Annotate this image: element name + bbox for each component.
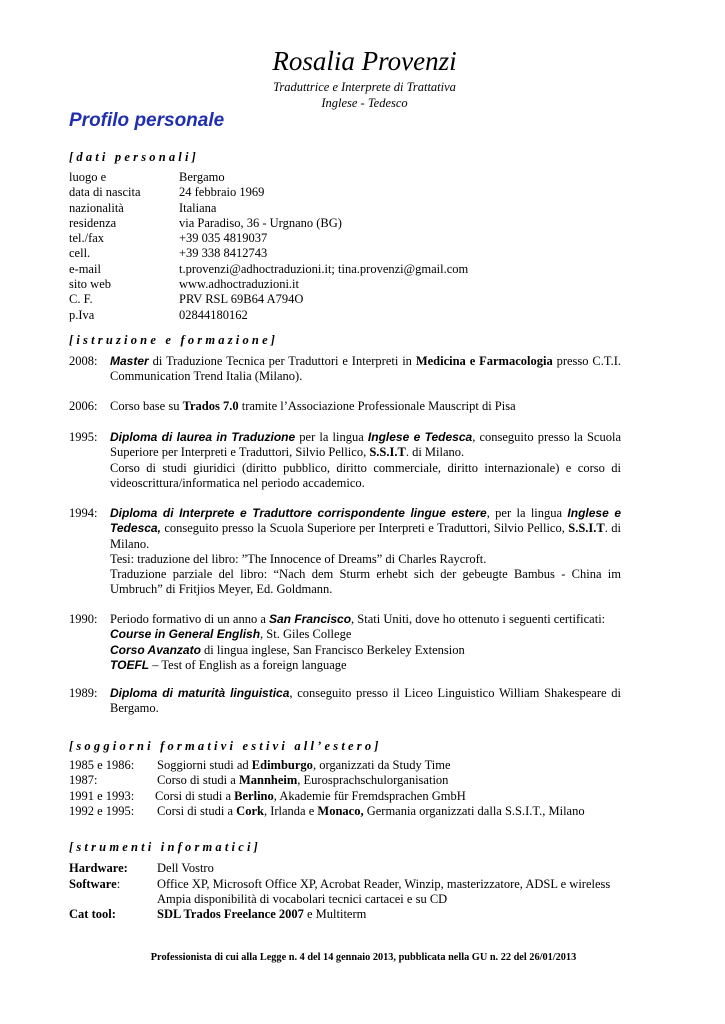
text-run: presso C.T.I. Communication Trend Italia (Milano). — [110, 354, 622, 384]
stay-date: 1991 e 1993: — [69, 789, 135, 803]
education-description — [110, 612, 621, 673]
personal-data-value: via Paradiso, 36 - Urgnano (BG) — [179, 215, 342, 230]
text-run: conseguito presso la Scuola Superiore per Interpreti e Traduttori, Silvio Pellico, — [160, 521, 569, 536]
text-run: , per la lingua — [486, 506, 568, 520]
personal-data-key: C. F. — [69, 292, 93, 307]
education-description — [110, 430, 621, 491]
section-title-education: [istruzione e formazione] — [69, 333, 279, 347]
text-run: , Irlanda e — [263, 804, 318, 818]
footer-text: Professionista di cui alla Legge n. 4 del 14 gennaio 2013, pubblicata nella GU n. 22 del 26/01/2013 — [150, 952, 577, 963]
software-label-group — [69, 877, 120, 892]
education-description — [110, 354, 621, 385]
text-run: Corso di studi giuridici (diritto pubblico, diritto commerciale, diritto internazionale) e corso di videoscrittura/informatica nel periodo accademico. — [110, 460, 621, 490]
hardware-value: Dell Vostro — [157, 861, 214, 875]
personal-data-value: Bergamo — [179, 170, 225, 184]
education-entry — [69, 686, 621, 717]
education-entry — [69, 430, 621, 491]
text-run: S.S.I.T — [369, 445, 406, 460]
text-run: Corso Avanzato — [110, 642, 201, 657]
text-run: Medicina e Farmacologia — [415, 354, 553, 368]
personal-data-key: cell. — [69, 246, 91, 261]
personal-data-value: PRV RSL 69B64 A794O — [179, 292, 304, 307]
text-run: . di Milano. — [405, 445, 465, 460]
education-entry — [69, 399, 621, 414]
text-run: per la lingua — [295, 430, 368, 444]
cat-bold: SDL Trados Freelance 2007 — [157, 907, 304, 921]
text-run: , conseguito presso la Scuola Superiore per Interpreti e Traduttori, Silvio Pellico, — [110, 430, 621, 460]
education-description — [110, 506, 621, 598]
text-run: di lingua inglese, San Francisco Berkeley Extension — [200, 642, 465, 657]
education-year: 2008: — [69, 354, 98, 368]
cv-subtitle — [0, 80, 725, 95]
personal-data-key: p.Iva — [69, 307, 95, 322]
text-run: San Francisco — [269, 612, 352, 626]
personal-data-value: 24 febbraio 1969 — [179, 185, 265, 200]
personal-data-key: nazionalità — [69, 200, 124, 215]
text-run: , conseguito presso il Liceo Linguistico William Shakespeare di Bergamo. — [110, 686, 621, 716]
text-run: Diploma di Interprete e Traduttore corrispondente lingue estere — [110, 506, 487, 520]
personal-data-value: +39 035 4819037 — [179, 231, 268, 246]
personal-data-value: 02844180162 — [179, 307, 248, 322]
text-run: Germania organizzati dalla S.S.I.T., Milano — [363, 804, 585, 818]
text-run: , Akademie für Fremdsprachen GmbH — [273, 789, 466, 803]
text-run: Periodo formativo di un anno a — [110, 612, 269, 626]
text-run: Inglese e Tedesca, — [110, 506, 621, 536]
text-run: Berlino — [234, 789, 274, 803]
cv-name — [0, 44, 725, 78]
education-description — [110, 399, 621, 414]
text-run: – Test of English as a foreign language — [149, 657, 347, 672]
languages-text: Inglese - Tedesco — [321, 96, 408, 110]
text-run: Tesi: traduzione del libro: ”The Innocence of Dreams” di Charles Raycroft. — [110, 551, 487, 566]
education-year: 1990: — [69, 612, 98, 626]
text-run: Diploma di maturità linguistica — [110, 686, 290, 700]
personal-data-key: luogo e — [69, 170, 107, 184]
personal-data-key: data di nascita — [69, 185, 141, 200]
text-run: Course in General English — [110, 627, 261, 642]
personal-data-key: e-mail — [69, 261, 101, 276]
education-entry — [69, 354, 621, 385]
text-run: Trados 7.0 — [182, 399, 239, 413]
footer-note — [0, 952, 725, 963]
text-run: , St. Giles College — [260, 627, 352, 642]
text-run: Soggiorni studi ad — [157, 758, 252, 772]
stay-description — [157, 773, 448, 788]
text-run: Monaco, — [317, 804, 364, 818]
section-title-stays: [soggiorni formativi estivi all’estero] — [69, 739, 382, 753]
text-run: Corso base su — [110, 399, 183, 413]
personal-data-value: www.adhoctraduzioni.it — [179, 277, 299, 292]
text-run: , Stati Uniti, dove ho ottenuto i seguenti certificati: — [351, 612, 606, 626]
text-run: Traduzione parziale del libro: “Nach dem Sturm erhebt sich der gebeugte Bambus - China im Umbruch” di Fritjios Meyer, Ed. Goldmann. — [110, 567, 621, 597]
name-text: Rosalia Provenzi — [272, 46, 457, 76]
text-run: Master — [110, 354, 149, 368]
personal-data-value: +39 338 8412743 — [179, 246, 268, 261]
profile-title: Profilo personale — [69, 110, 225, 131]
stay-description — [157, 758, 451, 773]
stay-date: 1985 e 1986: — [69, 758, 135, 772]
stay-description — [157, 804, 585, 819]
text-run: Corsi di studi a — [155, 789, 235, 803]
education-year: 1995: — [69, 430, 98, 444]
text-run: di Traduzione Tecnica per Traduttori e Interpreti in — [148, 354, 416, 368]
text-run: Diploma di laurea in Traduzione — [110, 430, 296, 444]
cv-languages — [0, 96, 725, 111]
text-run: Corso di studi a — [157, 773, 239, 787]
text-run: Cork — [236, 804, 264, 818]
text-run: TOEFL — [110, 657, 150, 672]
text-run: Mannheim — [238, 773, 298, 787]
software-extra: Ampia disponibilità di vocabolari tecnici cartacei e su CD — [157, 892, 448, 906]
software-label: Software — [69, 877, 117, 891]
text-run: , Eurosprachschulorganisation — [297, 773, 449, 787]
education-entry — [69, 612, 621, 673]
education-entry — [69, 506, 621, 598]
text-run: tramite l’Associazione Professionale Mauscript di Pisa — [238, 399, 516, 413]
education-description — [110, 686, 621, 717]
cat-value — [157, 907, 366, 922]
personal-data-key: sito web — [69, 277, 112, 292]
cat-rest: e Multiterm — [303, 907, 367, 921]
stay-date: 1992 e 1995: — [69, 804, 135, 818]
subtitle-text: Traduttrice e Interprete di Trattativa — [273, 80, 456, 94]
education-year: 2006: — [69, 399, 98, 413]
software-colon: : — [116, 877, 121, 891]
cat-label: Cat tool: — [69, 907, 116, 921]
text-run: Inglese e Tedesca — [367, 430, 473, 444]
software-value: Office XP, Microsoft Office XP, Acrobat Reader, Winzip, masterizzatore, ADSL e wireless — [157, 877, 611, 891]
personal-data-value: t.provenzi@adhoctraduzioni.it; tina.provenzi@gmail.com — [179, 261, 469, 276]
text-run: Corsi di studi a — [157, 804, 237, 818]
education-year: 1989: — [69, 686, 98, 700]
personal-data-value: Italiana — [179, 200, 217, 215]
personal-data-key: tel./fax — [69, 231, 105, 246]
section-title-personal: [dati personali] — [69, 150, 200, 164]
text-run: Edimburgo — [251, 758, 313, 772]
text-run: , organizzati da Study Time — [312, 758, 451, 772]
stay-description — [155, 789, 466, 804]
personal-data-key: residenza — [69, 215, 117, 230]
text-run: S.S.I.T — [568, 521, 605, 536]
education-year: 1994: — [69, 506, 98, 520]
stay-date: 1987: — [69, 773, 98, 787]
hardware-label: Hardware: — [69, 861, 128, 875]
text-run: . di Milano. — [110, 521, 621, 551]
section-title-tools: [strumenti informatici] — [69, 840, 262, 854]
